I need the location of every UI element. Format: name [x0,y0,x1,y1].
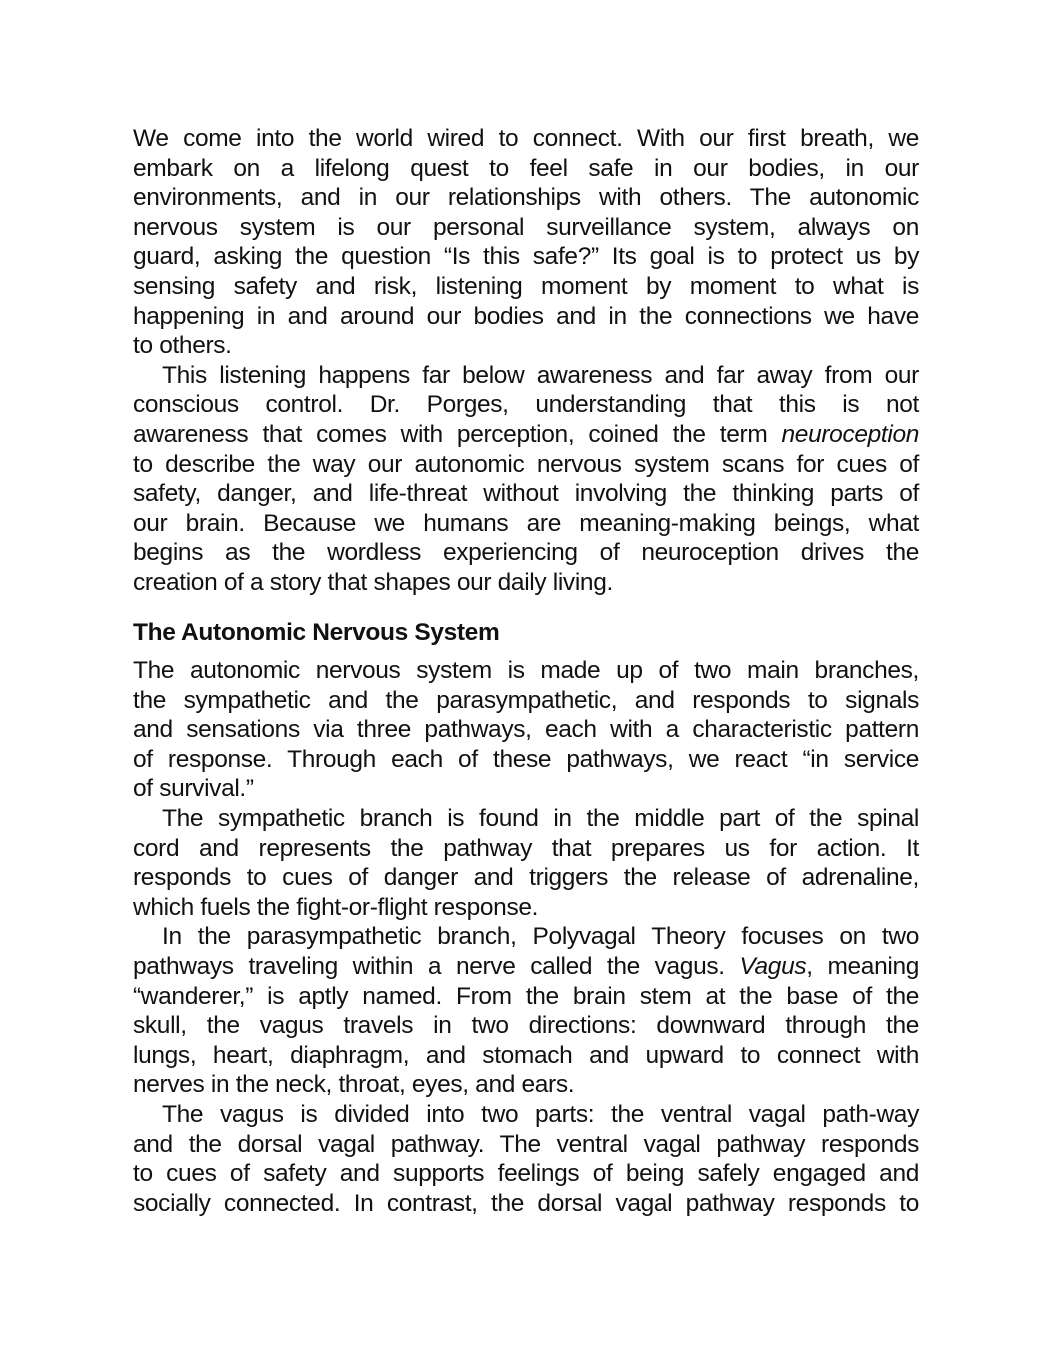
text-line: cord and represents the pathway that prepares us for action. It [133,834,919,862]
paragraph-neuroception [133,361,919,598]
text-line: socially connected. In contrast, the dorsal vagal pathway responds to [133,1189,919,1217]
text-line: This listening happens far below awareness and far away from our [162,361,919,389]
text-line: nervous system is our personal surveillance system, always on [133,213,919,241]
text-line: conscious control. Dr. Porges, understanding that this is not [133,391,919,419]
text-line: the sympathetic and the parasympathetic, and responds to signals [133,686,919,714]
text-line: of survival.” [133,775,254,803]
text-line: and sensations via three pathways, each with a characteristic pattern [133,716,919,744]
text-line: lungs, heart, diaphragm, and stomach and upward to connect with [133,1041,919,1069]
text-line: of response. Through each of these pathways, we react “in service [133,745,919,773]
text-line: happening in and around our bodies and in the connections we have [133,302,919,330]
section-heading: The Autonomic Nervous System [133,618,500,646]
paragraph-vagus-parts [133,1100,919,1218]
paragraph-branches [133,656,919,804]
text-line: safety, danger, and life-threat without involving the thinking parts of [133,480,919,508]
text-line: The sympathetic branch is found in the middle part of the spinal [162,805,919,833]
text-fragment: pathways traveling within a nerve called the vagus. [133,953,740,981]
text-line: responds to cues of danger and triggers the release of adrenaline, [133,864,919,892]
text-line: to cues of safety and supports feelings of being safely engaged and [133,1160,919,1188]
text-line: embark on a lifelong quest to feel safe in our bodies, in our [133,154,919,182]
text-line: guard, asking the question “Is this safe?” Its goal is to protect us by [133,243,919,271]
text-line: “wanderer,” is aptly named. From the brain stem at the base of the [133,982,919,1010]
italic-term: neuroception [781,420,919,448]
text-line: The autonomic nervous system is made up of two main branches, [133,657,919,685]
text-line: The vagus is divided into two parts: the ventral vagal path-way [162,1101,919,1128]
text-line: In the parasympathetic branch, Polyvagal Theory focuses on two [162,923,919,951]
text-line: environments, and in our relationships with others. The autonomic [133,184,919,212]
text-line: begins as the wordless experiencing of neuroception drives the [133,539,919,567]
text-line: which fuels the fight-or-flight response. [133,893,539,921]
paragraph-parasympathetic [133,922,919,1100]
text-line: our brain. Because we humans are meaning-making beings, what [133,509,919,537]
text-line: and the dorsal vagal pathway. The ventral vagal pathway responds [133,1130,919,1158]
document-page [133,124,919,1218]
text-fragment: , meaning [806,953,919,981]
text-fragment: awareness that comes with perception, coined the term [133,420,782,448]
paragraph-sympathetic [133,804,919,922]
text-line [133,952,919,982]
text-line: creation of a story that shapes our daily living. [133,568,613,596]
text-line: to others. [133,332,232,360]
paragraph-intro [133,124,919,361]
text-line: We come into the world wired to connect. With our first breath, we [133,125,919,152]
text-line: skull, the vagus travels in two directions: downward through the [133,1012,919,1040]
text-line: sensing safety and risk, listening moment by moment to what is [133,272,919,300]
text-line: nerves in the neck, throat, eyes, and ears. [133,1071,575,1099]
text-line [133,420,919,450]
italic-term: Vagus [739,953,807,981]
text-line: to describe the way our autonomic nervous system scans for cues of [133,450,919,478]
